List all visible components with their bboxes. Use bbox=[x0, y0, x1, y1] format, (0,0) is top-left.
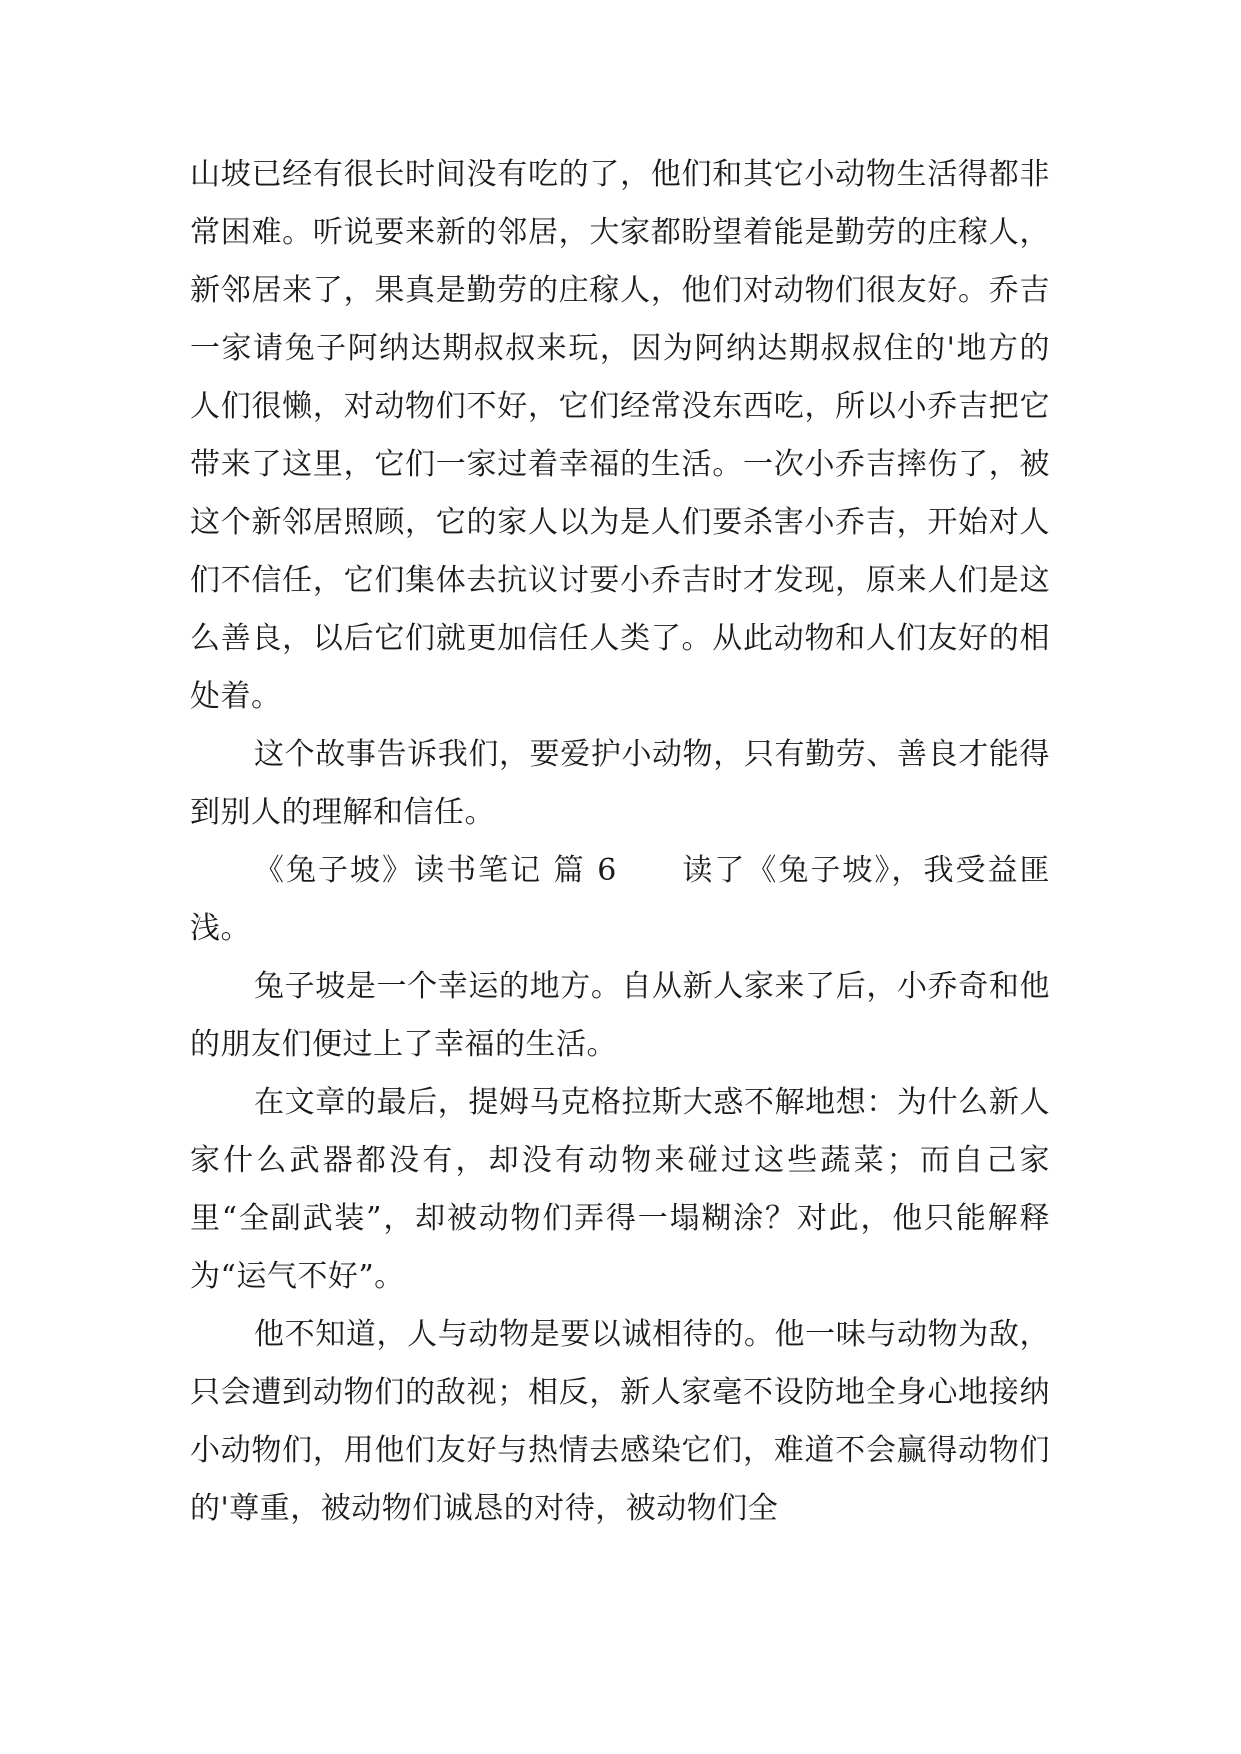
paragraph-6: 他不知道，人与动物是要以诚相待的。他一味与动物为敌，只会遭到动物们的敌视；相反，新人家毫不设防地全身心地接纳小动物们，用他们友好与热情去感染它们，难道不会赢得动物们的'尊重，被动物们诚恳的对待，被动物们全 bbox=[190, 1317, 1050, 1526]
document-page bbox=[190, 146, 1050, 1538]
section-intro-text: 读了《兔子坡》，我受益匪浅。 bbox=[190, 853, 1050, 946]
section-heading-paragraph bbox=[190, 842, 1050, 958]
section-title: 《兔子坡》读书笔记 篇 6 bbox=[254, 853, 617, 888]
paragraph-1: 山坡已经有很长时间没有吃的了，他们和其它小动物生活得都非常困难。听说要来新的邻居，大家都盼望着能是勤劳的庄稼人，新邻居来了，果真是勤劳的庄稼人，他们对动物们很友好。乔吉一家请兔子阿纳达期叔叔来玩，因为阿纳达期叔叔住的'地方的人们很懒，对动物们不好，它们经常没东西吃，所以小乔吉把它带来了这里，它们一家过着幸福的生活。一次小乔吉摔伤了，被这个新邻居照顾，它的家人以为是人们要杀害小乔吉，开始对人们不信任，它们集体去抗议讨要小乔吉时才发现，原来人们是这么善良，以后它们就更加信任人类了。从此动物和人们友好的相处着。 bbox=[190, 157, 1050, 714]
paragraph-2: 这个故事告诉我们，要爱护小动物，只有勤劳、善良才能得到别人的理解和信任。 bbox=[190, 737, 1050, 830]
paragraph-5: 在文章的最后，提姆马克格拉斯大惑不解地想：为什么新人家什么武器都没有，却没有动物来碰过这些蔬菜；而自己家里“全副武装”，却被动物们弄得一塌糊涂？对此，他只能解释为“运气不好”。 bbox=[190, 1085, 1050, 1294]
paragraph-4: 兔子坡是一个幸运的地方。自从新人家来了后，小乔奇和他的朋友们便过上了幸福的生活。 bbox=[190, 969, 1050, 1062]
